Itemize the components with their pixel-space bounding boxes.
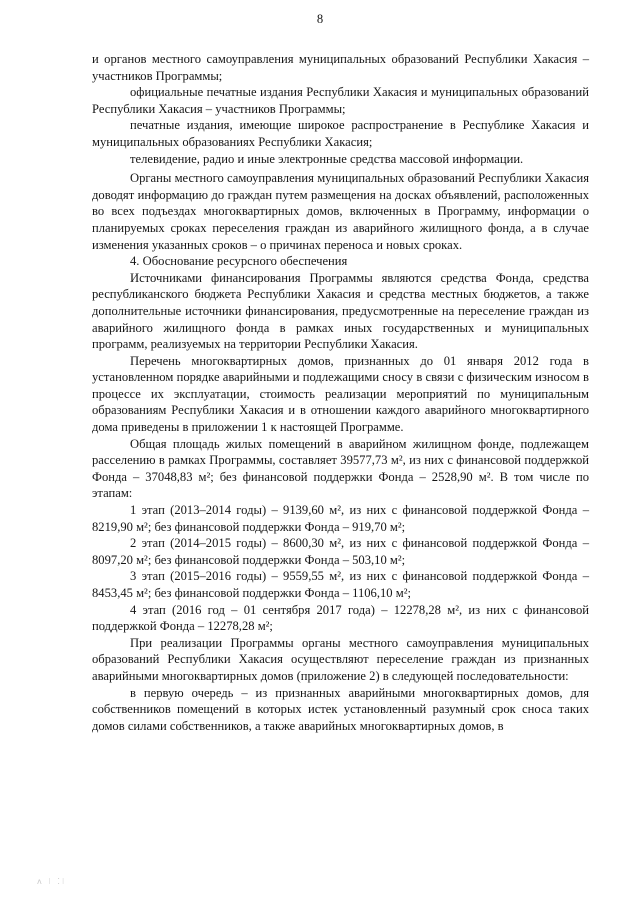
document-body: [92, 51, 589, 734]
paragraph-funding-sources: Источниками финансирования Программы являются средства Фонда, средства республиканского бюджета Республики Хакасия и средства местных бюджетов, а также дополнительные источники финансирования, предусмотренные на переселение граждан из аварийного жилищного фонда в рамках иных государственных и муниципальных программ, реализуемых на территории Республики Хакасия.: [92, 270, 589, 352]
paragraph-official-print: официальные печатные издания Республики Хакасия и муниципальных образований Республики Хакасия – участников Программы;: [92, 85, 589, 116]
paragraph-building-list: Перечень многоквартирных домов, признанных до 01 января 2012 года в установленном порядке аварийными и подлежащими сносу в связи с физическим износом в процессе их эксплуатации, стоимость реализации мероприятий по муниципальным образованиям Республики Хакасия и в отношении каждого аварийного многоквартирного дома приведены в приложении 1 к настоящей Программе.: [92, 353, 589, 435]
footer-scan-mark: ᴧ ⁝ ⁚⁝: [37, 877, 67, 886]
paragraph-stage-1: 1 этап (2013–2014 годы) – 9139,60 м², из них с финансовой поддержкой Фонда – 8219,90 м²; без финансовой поддержки Фонда – 919,70 м²;: [92, 503, 589, 534]
page-number: 8: [316, 12, 324, 26]
paragraph-print-media: печатные издания, имеющие широкое распространение в Республике Хакасия и муниципальных образованиях Республики Хакасия;: [92, 118, 589, 149]
paragraph-stage-2: 2 этап (2014–2015 годы) – 8600,30 м², из них с финансовой поддержкой Фонда – 8097,20 м²; без финансовой поддержки Фонда – 503,10 м²;: [92, 536, 589, 567]
section-heading: 4. Обоснование ресурсного обеспечения: [130, 254, 348, 269]
paragraph-stage-3: 3 этап (2015–2016 годы) – 9559,55 м², из них с финансовой поддержкой Фонда – 8453,45 м²; без финансовой поддержки Фонда – 1106,10 м²;: [92, 569, 589, 600]
paragraph-resettlement-order: При реализации Программы органы местного самоуправления муниципальных образований Республики Хакасия осуществляют переселение граждан из признанных аварийными многоквартирных домов (приложение 2) в следующей последовательности:: [92, 635, 589, 683]
paragraph-total-area: Общая площадь жилых помещений в аварийном жилищном фонде, подлежащем расселению в рамках Программы, составляет 39577,73 м², из них с финансовой поддержкой Фонда – 37048,83 м²; без финансовой поддержки Фонда – 2528,90 м². В том числе по этапам:: [92, 436, 589, 501]
paragraph-first-priority: в первую очередь – из признанных аварийными многоквартирных домов, для собственников помещений в которых истек установленный разумный срок сноса таких домов силами собственников, а также аварийных многоквартирных домов, в: [92, 685, 589, 733]
paragraph-local-authorities: Органы местного самоуправления муниципальных образований Республики Хакасия доводят информацию до граждан путем размещения на досках объявлений, расположенных во всех подъездах многоквартирных домов, включенных в Программу, информации о планируемых сроках переселения граждан из аварийного жилищного фонда, а в случае изменения указанных сроков – о причинах переноса и новых сроках.: [92, 171, 589, 252]
paragraph-participants-continuation: и органов местного самоуправления муниципальных образований Республики Хакасия – участников Программы;: [92, 52, 589, 83]
paragraph-stage-4: 4 этап (2016 год – 01 сентября 2017 года) – 12278,28 м², из них с финансовой поддержкой Фонда – 12278,28 м²;: [92, 602, 589, 634]
paragraph-electronic-media: телевидение, радио и иные электронные средства массовой информации.: [130, 151, 524, 166]
